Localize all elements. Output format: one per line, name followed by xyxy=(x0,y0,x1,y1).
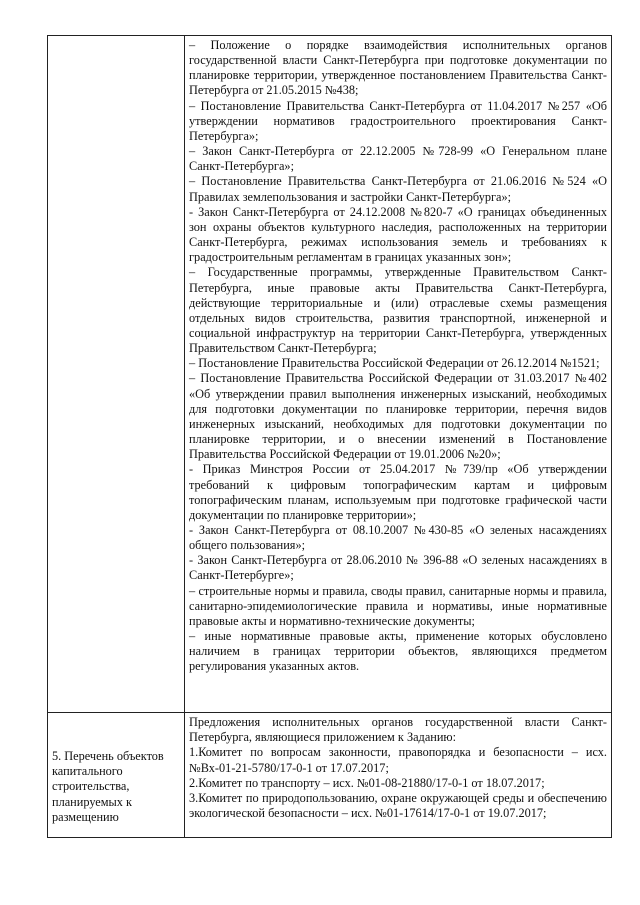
legal-reference-item: – Постановление Правительства Санкт-Петербурга от 21.06.2016 №524 «О Правилах землепользования и застройки Санкт-Петербурга»; xyxy=(189,174,607,204)
legal-reference-item: – Постановление Правительства Российской Федерации от 31.03.2017 №402 «Об утверждении правил выполнения инженерных изысканий, необходимых для подготовки документации по планировке территории, перечня видов инженерных изысканий, необходимых для подготовки документации по планировке территории, и о внесении изменений в Постановление Правительства Российской Федерации от 19.01.2006 №20»; xyxy=(189,371,607,462)
table-row xyxy=(48,36,612,713)
row2-left-cell xyxy=(48,713,185,838)
legal-reference-item: – строительные нормы и правила, своды правил, санитарные нормы и правила, санитарно-эпидемиологические правила и нормативы, иные нормативные правовые акты и нормативно-технические документы; xyxy=(189,583,607,628)
legal-reference-item: - Закон Санкт-Петербурга от 28.06.2010 № 396-88 «О зеленых насаждениях в Санкт-Петербурге»; xyxy=(189,553,607,583)
section-5-label: 5. Перечень объектов капитального строительства, планируемых к размещению xyxy=(52,749,164,824)
legal-reference-item: - Закон Санкт-Петербурга от 24.12.2008 №820-7 «О границах объединенных зон охраны объектов культурного наследия, расположенных на территории Санкт-Петербурга, режимах использования земель и требованиях к градостроительным регламентам в границах указанных зон»; xyxy=(189,204,607,265)
legal-reference-item: – иные нормативные правовые акты, применение которых обусловлено наличием в границах территории объектов, являющихся предметом регулирования указанных актов. xyxy=(189,629,607,674)
legal-reference-item: – Постановление Правительства Санкт-Петербурга от 11.04.2017 №257 «Об утверждении нормативов градостроительного проектирования Санкт-Петербурга»; xyxy=(189,98,607,143)
row2-right-cell xyxy=(185,713,612,838)
proposals-list xyxy=(189,745,607,821)
proposal-item: 2.Комитет по транспорту – исх. №01-08-21880/17-0-1 от 18.07.2017; xyxy=(189,775,545,790)
legal-reference-item: - Закон Санкт-Петербурга от 08.10.2007 №430-85 «О зеленых насаждениях общего пользования»; xyxy=(189,523,607,553)
proposal-item: 1.Комитет по вопросам законности, правопорядка и безопасности – исх. №Вх-01-21-5780/17-0-1 от 17.07.2017; xyxy=(189,745,607,775)
proposal-item: 3.Комитет по природопользованию, охране окружающей среды и обеспечению экологической безопасности – исх. №01-17614/17-0-1 от 19.07.2017; xyxy=(189,790,607,821)
legal-reference-item: – Постановление Правительства Российской Федерации от 26.12.2014 №1521; xyxy=(189,356,600,371)
row1-left-cell xyxy=(48,36,185,713)
legal-reference-item: - Приказ Минстроя России от 25.04.2017 №739/пр «Об утверждении требований к цифровым топографическим картам и цифровым топографическим планам, используемым при подготовке графической части документации по планировке территории»; xyxy=(189,462,607,522)
requirements-table xyxy=(47,35,612,838)
legal-reference-item: – Государственные программы, утвержденные Правительством Санкт-Петербурга, иные правовые акты Правительства Санкт-Петербурга, действующие территориальные и (или) отраслевые схемы размещения отдельных видов строительства, развития транспортной, инженерной и социальной инфраструктур на территории Санкт-Петербурга, утвержденных Правительством Санкт-Петербурга; xyxy=(189,265,607,356)
legal-reference-item: – Закон Санкт-Петербурга от 22.12.2005 №728-99 «О Генеральном плане Санкт-Петербурга»; xyxy=(189,144,607,174)
row1-right-cell xyxy=(185,36,612,713)
legal-reference-item: – Положение о порядке взаимодействия исполнительных органов государственной власти Санкт-Петербурга при подготовке документации по планировке территории, утвержденное постановлением Правительства Санкт-Петербурга от 21.05.2015 №438; xyxy=(189,38,607,98)
proposals-intro: Предложения исполнительных органов государственной власти Санкт-Петербурга, являющиеся приложением к Заданию: xyxy=(189,715,607,745)
table-row xyxy=(48,713,612,838)
